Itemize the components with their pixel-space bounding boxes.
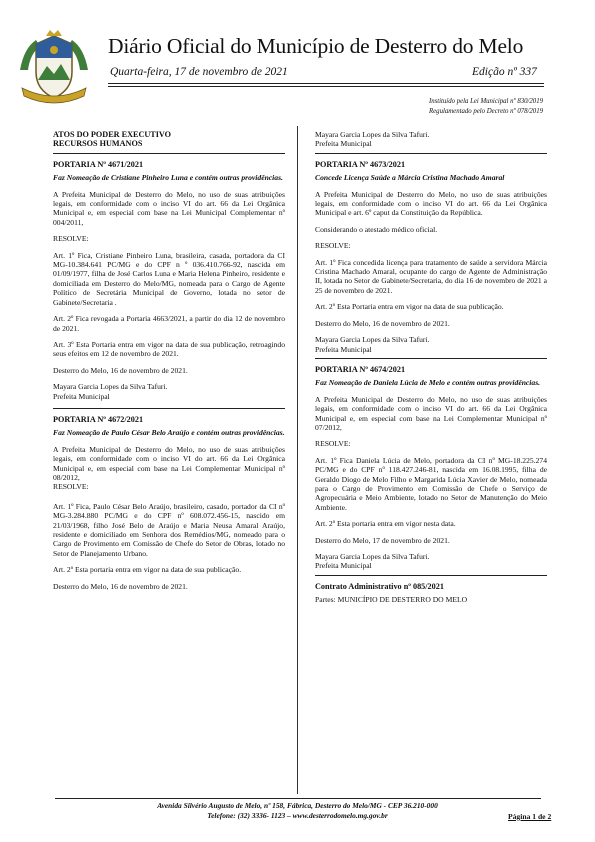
portaria-4672-place-date: Desterro do Melo, 16 de novembro de 2021.: [53, 581, 188, 591]
portaria-4674-resolve: RESOLVE:: [315, 439, 351, 449]
portaria-4672-art2: Art. 2º Esta portaria entra em vigor na data de sua publicação.: [53, 565, 242, 575]
portaria-4671-role: Prefeita Municipal: [53, 391, 110, 401]
portaria-4673-resolve: RESOLVE:: [315, 241, 351, 251]
portaria-4671-preamble: A Prefeita Municipal de Desterro do Melo, no uso de suas atribuições legais, em conformidade com o inciso VI do art. 66 da Lei Orgânica Municipal e, em especial com base na Lei Municipal Complementar nº 004/2011,: [53, 189, 285, 227]
decree-reference: Regulamentado pelo Decreto nº 078/2019: [429, 108, 543, 115]
page-number: Página 1 de 2: [508, 812, 552, 821]
portaria-4671-resolve: RESOLVE:: [53, 234, 89, 244]
portaria-4673-art2: Art. 2º Esta Portaria entra em vigor na data de sua publicação.: [315, 302, 504, 312]
portaria-4673-preamble: A Prefeita Municipal de Desterro do Melo, no uso de suas atribuições legais, em conformidade com o inciso VI do art. 66 da Lei Orgânica Municipal e art. 6º caput da Constituição da República.: [315, 189, 547, 218]
portaria-4672-resolve: RESOLVE:: [53, 482, 89, 492]
newspaper-title: Diário Oficial do Município de Desterro do Melo: [108, 34, 524, 58]
portaria-4673-consider: Considerando o atestado médico oficial.: [315, 224, 438, 234]
portaria-4674-place-date: Desterro do Melo, 17 de novembro de 2021.: [315, 535, 450, 545]
portaria-4671-summary: Faz Nomeação de Cristiane Pinheiro Luna e contém outras providências.: [53, 173, 283, 183]
left-column: [53, 130, 285, 598]
section-rule: [53, 153, 285, 154]
portaria-4672-heading: PORTARIA Nº 4672/2021: [53, 414, 144, 424]
portaria-4672-preamble: A Prefeita Municipal de Desterro do Melo, no uso de suas atribuições legais, em conformidade com o inciso VI do art. 66 da Lei Orgânica Municipal e, em especial com base na Lei Complementar Municipal nº 08/2012,: [53, 444, 285, 482]
portaria-4673-place-date: Desterro do Melo, 16 de novembro de 2021.: [315, 318, 450, 328]
portaria-4674-art1: Art. 1º Fica Daniela Lúcia de Melo, portadora da CI nº MG-18.225.274 PC/MG e do CPF nº 118.427.246-81, nascida em 16.08.1995, filha de Geraldo Diogo de Melo Filho e Margarida Lúcia Xavier de Melo, nomeada para o Cargo de Provimento em Comissão de Chefe o Serviço de Agropecuária e Meio Ambiente, lotado no Setor de Manutenção do Meio Ambiente.: [315, 455, 547, 512]
portaria-4674-summary: Faz Nomeação de Daniela Lúcia de Melo e contém outras providências.: [315, 378, 541, 388]
portaria-4672-rule: [53, 408, 285, 409]
right-column: [315, 130, 547, 612]
section-title: ATOS DO PODER EXECUTIVO: [53, 130, 172, 139]
portaria-4674-heading: PORTARIA Nº 4674/2021: [315, 364, 406, 374]
portaria-4674-preamble: A Prefeita Municipal de Desterro do Melo, no uso de suas atribuições legais, em conformidade com o inciso VI do art. 66 da Lei Orgânica Municipal e, em especial com base na Lei Complementar Municipal nº 07/2012,: [315, 394, 547, 432]
portaria-4671-art1: Art. 1º Fica, Cristiane Pinheiro Luna, brasileira, casada, portadora da CI MG-10.384.641 PC/MG e do CPF n º 036.410.766-92, nascida em 01/09/1977, filha de José Carlos Luna e Maria Helena Pinheiro, residente e domiciliada em Desterro do Melo/MG, nomeada para o Cargo de Agente Político de Secretária Municipal de Governo, lotada no setor de Gabinete/Secretaria .: [53, 250, 285, 307]
edition-number: Edição nº 337: [472, 66, 537, 78]
footer-rule: [55, 798, 541, 799]
portaria-4674-art2: Art. 2º Esta portaria entra em vigor nesta data.: [315, 519, 456, 529]
portaria-4674-rule: [315, 358, 547, 359]
portaria-4673-signer: Mayara Garcia Lopes da Silva Tafuri.: [315, 335, 430, 345]
portaria-4673-rule: [315, 153, 547, 154]
column-divider: [297, 126, 298, 794]
portaria-4673-art1: Art. 1º Fica concedida licença para tratamento de saúde a servidora Márcia Cristina Machado Amaral, ocupante do cargo de Agente de Administração II, lotada no Setor de Gabinete/Secretaria, do dia 16 de novembro de 2021 a 25 de novembro de 2021.: [315, 257, 547, 295]
header-rule-bottom: [108, 86, 544, 87]
portaria-4671-art2: Art. 2º Fica revogada a Portaria 4663/2021, a partir do dia 12 de novembro de 2021.: [53, 314, 285, 333]
law-reference: Instituído pela Lei Municipal nº 830/2019: [428, 98, 543, 105]
portaria-4672-art1: Art. 1º Fica, Paulo César Belo Araújo, brasileiro, casado, portador da CI nº MG-3.284.880 PC/MG e do CPF nº 608.072.456-15, nascido em 21/03/1968, filho José Belo de Araújo e Maria Neusa Amaral Araújo, residente e domiciliado em Senhora dos Remédios/MG, nomeado para o Cargo de Provimento em Comissão de Chefe do Setor de Obras, lotado no Setor de Planejamento Urbano.: [53, 501, 285, 558]
section-subtitle: RECURSOS HUMANOS: [53, 139, 143, 149]
portaria-4674-role: Prefeita Municipal: [315, 561, 372, 571]
top-role: Prefeita Municipal: [315, 139, 372, 149]
issue-date: Quarta-feira, 17 de novembro de 2021: [110, 66, 288, 78]
portaria-4673-summary: Concede Licença Saúde a Márcia Cristina Machado Amaral: [315, 173, 505, 183]
portaria-4673-heading: PORTARIA Nº 4673/2021: [315, 159, 406, 169]
portaria-4674-signer: Mayara Garcia Lopes da Silva Tafuri.: [315, 552, 430, 561]
footer-address: Avenida Silvério Augusto de Melo, nº 158, Fábrica, Desterro do Melo/MG - CEP 36.210-000: [157, 801, 438, 810]
portaria-4671-signer: Mayara Garcia Lopes da Silva Tafuri.: [53, 382, 168, 392]
municipal-coat-of-arms: [14, 30, 94, 110]
footer-contact: Telefone: (32) 3336- 1123 – www.desterrodomelo.mg.gov.br: [207, 811, 388, 820]
portaria-4671-place-date: Desterro do Melo, 16 de novembro de 2021.: [53, 365, 188, 375]
portaria-4673-role: Prefeita Municipal: [315, 344, 372, 354]
top-signer: Mayara Garcia Lopes da Silva Tafuri.: [315, 130, 430, 139]
portaria-4671-heading: PORTARIA Nº 4671/2021: [53, 159, 144, 169]
header-rule-top: [108, 83, 544, 84]
portaria-4671-art3: Art. 3º Esta Portaria entra em vigor na data de sua publicação, retroagindo seus efeitos em 12 de novembro de 2021.: [53, 339, 285, 359]
portaria-4672-summary: Faz Nomeação de Paulo César Belo Araújo e contém outras providências.: [53, 428, 285, 438]
contract-rule: [315, 575, 547, 576]
contract-heading: Contrato Administrativo nº 085/2021: [315, 581, 444, 591]
contract-parties: Partes: MUNICÍPIO DE DESTERRO DO MELO: [315, 595, 468, 605]
